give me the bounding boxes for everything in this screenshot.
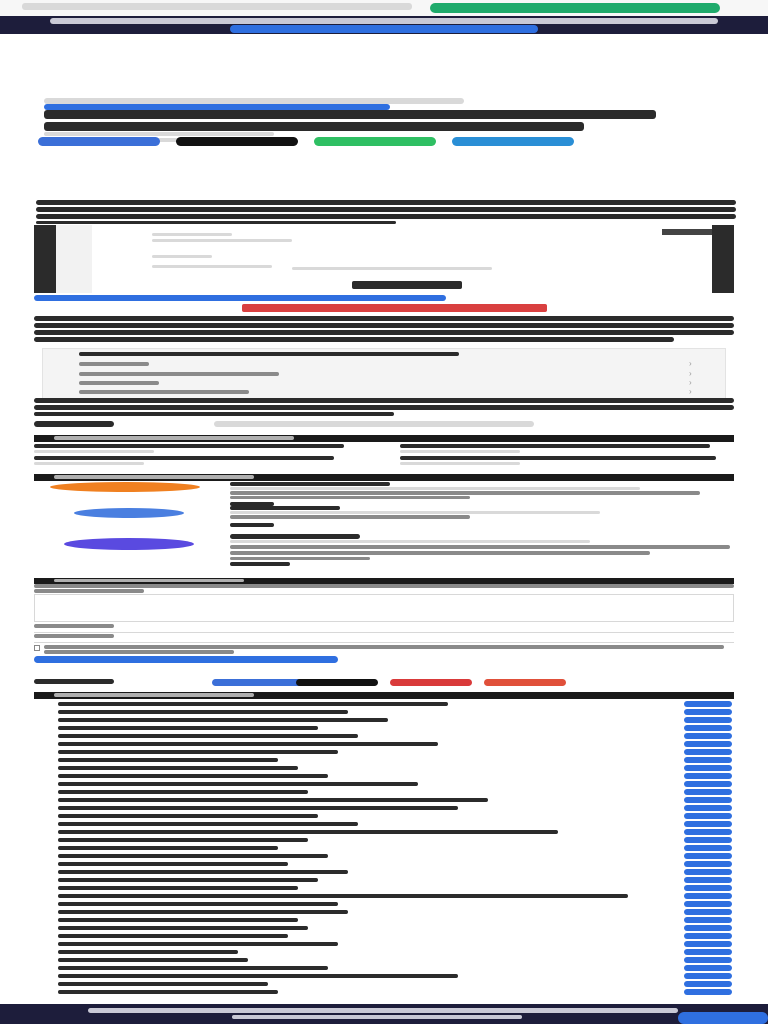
comment-author[interactable] (230, 482, 390, 486)
post-tags (34, 420, 534, 428)
category-count-badge (684, 781, 732, 787)
closing-paragraph (34, 398, 734, 416)
share-telegram-button[interactable] (452, 137, 574, 146)
category-item[interactable] (34, 820, 734, 828)
related-topics-box (42, 348, 726, 400)
category-count-badge (684, 941, 732, 947)
category-count-badge (684, 893, 732, 899)
related-article-item[interactable] (34, 456, 334, 466)
share-whatsapp-button[interactable] (314, 137, 436, 146)
category-item[interactable] (34, 788, 734, 796)
category-item[interactable] (34, 724, 734, 732)
category-count-badge (684, 749, 732, 755)
comment-avatar (64, 538, 194, 550)
category-count-badge (684, 981, 732, 987)
category-name (58, 982, 268, 986)
category-name (58, 726, 318, 730)
category-name (58, 806, 458, 810)
category-item[interactable] (34, 884, 734, 892)
category-item[interactable] (34, 732, 734, 740)
category-count-badge (684, 933, 732, 939)
category-count-badge (684, 733, 732, 739)
back-to-top-button[interactable] (678, 1012, 768, 1024)
share-pinterest-button[interactable] (390, 679, 472, 686)
social-label (34, 679, 114, 684)
comment-reply-button[interactable] (230, 523, 274, 527)
category-count-badge (684, 973, 732, 979)
category-count-badge (684, 925, 732, 931)
comment-avatar (50, 482, 200, 492)
comment-avatar (74, 508, 184, 518)
category-name (58, 750, 338, 754)
category-count-badge (684, 877, 732, 883)
category-name (58, 774, 328, 778)
category-name (58, 830, 558, 834)
category-item[interactable] (34, 828, 734, 836)
tag-pill[interactable] (214, 421, 534, 427)
comment-body (230, 545, 730, 549)
related-topic-item[interactable] (79, 388, 699, 396)
comment-date (230, 511, 600, 514)
comment-body (230, 515, 470, 519)
category-name (58, 838, 308, 842)
category-item[interactable] (34, 980, 734, 988)
category-count-badge (684, 861, 732, 867)
category-item[interactable] (34, 740, 734, 748)
category-name (58, 710, 348, 714)
comment-author[interactable] (230, 506, 340, 510)
category-name (58, 862, 288, 866)
category-count-badge (684, 901, 732, 907)
category-count-badge (684, 805, 732, 811)
name-field[interactable] (34, 628, 734, 633)
category-count-badge (684, 741, 732, 747)
share-x-button[interactable] (296, 679, 378, 686)
category-name (58, 950, 238, 954)
category-name (58, 878, 318, 882)
category-item[interactable] (34, 852, 734, 860)
category-name (58, 902, 338, 906)
pdf-toolbar-button[interactable] (662, 229, 712, 235)
category-name (58, 910, 348, 914)
category-item[interactable] (34, 860, 734, 868)
category-name (58, 758, 278, 762)
category-name (58, 870, 348, 874)
related-article-item[interactable] (400, 456, 716, 466)
category-item[interactable] (34, 972, 734, 980)
category-name (58, 798, 488, 802)
category-item[interactable] (34, 932, 734, 940)
category-item[interactable] (34, 988, 734, 996)
category-item[interactable] (34, 956, 734, 964)
category-name (58, 742, 438, 746)
pdf-page-counter (352, 281, 462, 289)
category-count-badge (684, 885, 732, 891)
top-notice-text (22, 3, 412, 10)
top-notice-bar (0, 0, 768, 16)
category-item[interactable] (34, 780, 734, 788)
category-item[interactable] (34, 764, 734, 772)
category-count-badge (684, 845, 732, 851)
comment-date (230, 487, 640, 490)
related-topics-heading (79, 352, 459, 356)
site-footer (0, 1004, 768, 1024)
category-name (58, 734, 358, 738)
category-count-badge (684, 765, 732, 771)
share-x-button[interactable] (176, 137, 298, 146)
category-item[interactable] (34, 964, 734, 972)
category-item[interactable] (34, 900, 734, 908)
category-count-badge (684, 717, 732, 723)
pdf-page (92, 225, 712, 293)
pdf-viewer[interactable] (34, 225, 734, 293)
category-name (58, 790, 308, 794)
category-item[interactable] (34, 924, 734, 932)
share-facebook-button[interactable] (212, 679, 304, 686)
category-count-badge (684, 789, 732, 795)
related-topic-item[interactable] (79, 370, 699, 378)
install-app-banner (0, 16, 768, 34)
categories-list (34, 700, 734, 1000)
page-title (44, 110, 656, 132)
comment-reply-button[interactable] (230, 562, 290, 566)
category-item[interactable] (34, 796, 734, 804)
category-name (58, 894, 628, 898)
comment-date (230, 540, 590, 543)
category-name (58, 702, 448, 706)
comment-item (34, 482, 734, 508)
category-item[interactable] (34, 708, 734, 716)
related-topic-item[interactable] (79, 379, 699, 387)
category-item[interactable] (34, 804, 734, 812)
category-item[interactable] (34, 812, 734, 820)
related-article-item[interactable] (34, 444, 344, 454)
category-item[interactable] (34, 748, 734, 756)
category-count-badge (684, 949, 732, 955)
chevron-right-icon: › (689, 359, 692, 368)
related-article-item[interactable] (400, 444, 710, 454)
comment-author[interactable] (230, 534, 360, 539)
related-topic-item[interactable] (79, 360, 699, 368)
category-item[interactable] (34, 756, 734, 764)
category-count-badge (684, 853, 732, 859)
category-name (58, 886, 298, 890)
footer-copyright (88, 1008, 678, 1013)
category-count-badge (684, 957, 732, 963)
comment-textarea[interactable] (34, 594, 734, 622)
category-count-badge (684, 773, 732, 779)
reply-notice (34, 584, 734, 594)
comments-header (34, 474, 734, 481)
chevron-right-icon: › (689, 378, 692, 387)
category-name (58, 918, 298, 922)
pdf-viewer-left-bar (34, 225, 56, 293)
category-name (58, 782, 418, 786)
category-count-badge (684, 813, 732, 819)
category-count-badge (684, 709, 732, 715)
category-item[interactable] (34, 940, 734, 948)
category-count-badge (684, 965, 732, 971)
category-name (58, 846, 278, 850)
footer-links[interactable] (232, 1015, 522, 1019)
comment-item (34, 506, 734, 528)
category-item[interactable] (34, 700, 734, 708)
category-count-badge (684, 917, 732, 923)
category-item[interactable] (34, 836, 734, 844)
body-paragraph (34, 316, 734, 344)
category-count-badge (684, 797, 732, 803)
related-articles-header (34, 435, 734, 442)
pdf-viewer-right-bar (712, 225, 734, 293)
category-count-badge (684, 725, 732, 731)
download-notes-button[interactable] (242, 304, 547, 312)
comment-item (34, 534, 734, 568)
chevron-right-icon: › (689, 369, 692, 378)
chevron-right-icon: › (689, 387, 692, 396)
category-name (58, 814, 318, 818)
category-count-badge (684, 909, 732, 915)
category-count-badge (684, 821, 732, 827)
category-count-badge (684, 829, 732, 835)
category-name (58, 974, 458, 978)
category-name (58, 966, 328, 970)
tags-label (34, 421, 114, 427)
category-item[interactable] (34, 844, 734, 852)
top-notice-button[interactable] (430, 3, 720, 13)
category-name (58, 942, 338, 946)
category-item[interactable] (34, 868, 734, 876)
category-name (58, 926, 308, 930)
chapter-notes-link[interactable] (34, 295, 446, 301)
category-item[interactable] (34, 908, 734, 916)
install-app-button[interactable] (230, 25, 538, 33)
category-count-badge (684, 989, 732, 995)
install-app-title (50, 18, 718, 24)
category-item[interactable] (34, 876, 734, 884)
categories-header (34, 692, 734, 699)
email-field[interactable] (34, 638, 734, 643)
category-item[interactable] (34, 948, 734, 956)
category-item[interactable] (34, 892, 734, 900)
category-count-badge (684, 757, 732, 763)
category-name (58, 958, 248, 962)
category-name (58, 718, 388, 722)
post-comment-button[interactable] (34, 656, 338, 663)
category-item[interactable] (34, 772, 734, 780)
category-item[interactable] (34, 916, 734, 924)
category-count-badge (684, 701, 732, 707)
category-name (58, 766, 298, 770)
category-count-badge (684, 869, 732, 875)
share-reddit-button[interactable] (484, 679, 566, 686)
social-share-row (34, 675, 734, 689)
category-name (58, 854, 328, 858)
category-item[interactable] (34, 716, 734, 724)
save-info-label (44, 645, 724, 655)
save-info-checkbox[interactable] (34, 645, 40, 651)
category-name (58, 822, 358, 826)
comment-body (230, 491, 700, 495)
category-count-badge (684, 837, 732, 843)
share-facebook-button[interactable] (38, 137, 160, 146)
category-name (58, 990, 278, 994)
intro-paragraph (36, 200, 736, 224)
category-name (58, 934, 288, 938)
